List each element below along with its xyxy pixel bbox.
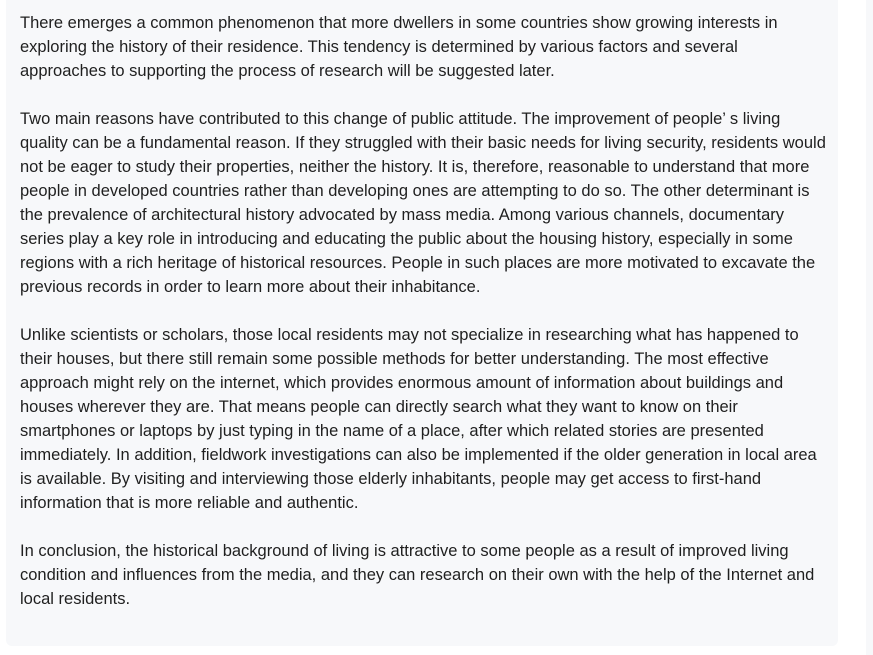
essay-paragraph-methods: Unlike scientists or scholars, those local residents may not specialize in researching what has happened to their houses, but there still remain some possible methods for better understanding. The most effective approach might rely on the internet, which provides enormous amount of information about buildings and houses wherever they are. That means people can directly search what they want to know on their smartphones or laptops by just typing in the name of a place, after which related stories are presented immediately. In addition, fieldwork investigations can also be implemented if the older generation in local area is available. By visiting and interviewing those elderly inhabitants, people may get access to first-hand information that is more reliable and authentic. xyxy=(20,326,817,512)
essay-paragraph-reasons: Two main reasons have contributed to this change of public attitude. The improvement of people’ s living quality can be a fundamental reason. If they struggled with their basic needs for living security, residents would not be eager to study their properties, neither the history. It is, therefore, reasonable to understand that more people in developed countries rather than developing ones are attempting to do so. The other determinant is the prevalence of architectural history advocated by mass media. Among various channels, documentary series play a key role in introducing and educating the public about the housing history, especially in some regions with a rich heritage of historical resources. People in such places are more motivated to excavate the previous records in order to learn more about their inhabitance. xyxy=(20,110,826,296)
essay-body xyxy=(20,11,826,611)
essay-card xyxy=(6,0,838,646)
essay-paragraph-conclusion: In conclusion, the historical background of living is attractive to some people as a result of improved living condition and influences from the media, and they can research on their own with the help of the Internet and local residents. xyxy=(20,542,815,608)
adjacent-panel-edge xyxy=(866,0,873,655)
essay-paragraph-introduction: There emerges a common phenomenon that more dwellers in some countries show growing interests in exploring the history of their residence. This tendency is determined by various factors and several approaches to supporting the process of research will be suggested later. xyxy=(20,14,778,80)
